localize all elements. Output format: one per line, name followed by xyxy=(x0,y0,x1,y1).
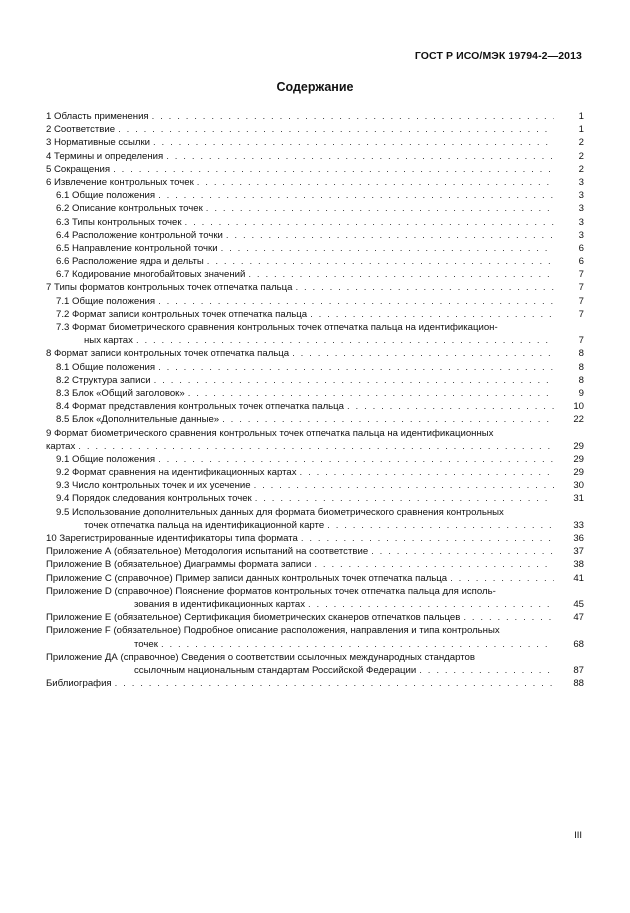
toc-entry-page: 41 xyxy=(573,572,584,584)
toc-entry[interactable] xyxy=(46,136,584,149)
toc-dot-leader xyxy=(327,519,554,532)
toc-entry-page: 2 xyxy=(578,150,584,162)
toc-entry-title: точек xyxy=(134,638,158,650)
toc-entry-title: 6.5 Направление контрольной точки xyxy=(56,242,218,254)
toc-entry-leader xyxy=(46,624,584,637)
toc-entry-leader xyxy=(46,202,584,215)
toc-entry-leader xyxy=(46,387,584,400)
toc-entry-title: 4 Термины и определения xyxy=(46,150,164,162)
toc-entry[interactable] xyxy=(46,519,584,532)
toc-dot-leader xyxy=(308,598,554,611)
toc-entry-leader xyxy=(46,532,584,545)
toc-dot-leader xyxy=(222,413,554,426)
toc-dot-leader xyxy=(113,163,554,176)
toc-entry-leader xyxy=(46,453,584,466)
toc-entry-page: 2 xyxy=(578,163,584,175)
toc-entry-title: Приложение Е (обязательное) Сертификация биометрических сканеров отпечатков пальцев xyxy=(46,612,461,624)
toc-entry[interactable] xyxy=(46,347,584,360)
toc-entry[interactable] xyxy=(46,216,584,229)
toc-entry[interactable] xyxy=(46,229,584,242)
toc-entry-leader xyxy=(46,163,584,176)
toc-entry-title: 6.2 Описание контрольных точек xyxy=(56,203,203,215)
toc-dot-leader xyxy=(158,295,554,308)
toc-entry-leader xyxy=(46,466,584,479)
toc-entry-leader xyxy=(46,295,584,308)
toc-dot-leader xyxy=(371,545,554,558)
toc-entry-leader xyxy=(46,361,584,374)
toc-entry-leader xyxy=(46,321,584,334)
page-number: III xyxy=(574,830,582,841)
toc-entry-page: 1 xyxy=(578,111,584,122)
toc-dot-leader xyxy=(158,453,554,466)
toc-entry-leader xyxy=(46,400,584,413)
toc-entry-page: 29 xyxy=(573,440,584,452)
toc-entry-page: 3 xyxy=(578,203,584,215)
toc-entry-leader xyxy=(46,651,584,664)
toc-entry[interactable] xyxy=(46,202,584,215)
toc-entry-title: 8.4 Формат представления контрольных точек отпечатка пальца xyxy=(56,401,345,413)
toc-entry-title: 8 Формат записи контрольных точек отпечатка пальца xyxy=(46,348,290,360)
toc-entry-leader xyxy=(46,519,584,532)
toc-entry[interactable] xyxy=(46,479,584,492)
toc-entry-leader xyxy=(46,308,584,321)
toc-entry-title: точек отпечатка пальца на идентификационной карте xyxy=(84,519,325,531)
toc-entry-leader xyxy=(46,611,584,624)
toc-entry-leader xyxy=(46,150,584,163)
toc-entry-title: 6.4 Расположение контрольной точки xyxy=(56,229,223,241)
toc-entry-page: 7 xyxy=(578,282,584,294)
toc-entry[interactable] xyxy=(46,598,584,611)
toc-entry-page: 37 xyxy=(573,546,584,558)
toc-entry[interactable] xyxy=(46,413,584,426)
toc-entry-leader xyxy=(46,347,584,360)
toc-entry-page: 7 xyxy=(578,335,584,347)
toc-dot-leader xyxy=(185,216,554,229)
toc-entry-title: 7.2 Формат записи контрольных точек отпечатка пальца xyxy=(56,308,308,320)
toc-entry[interactable] xyxy=(46,651,584,664)
toc-entry-leader xyxy=(46,216,584,229)
toc-dot-leader xyxy=(301,532,554,545)
toc-entry-page: 7 xyxy=(578,295,584,307)
toc-entry[interactable] xyxy=(46,545,584,558)
toc-entry[interactable] xyxy=(46,176,584,189)
toc-dot-leader xyxy=(161,638,554,651)
toc-entry-leader xyxy=(46,268,584,281)
toc-dot-leader xyxy=(78,440,554,453)
toc-entry[interactable] xyxy=(46,492,584,505)
toc-entry-page: 3 xyxy=(578,229,584,241)
toc-entry[interactable] xyxy=(46,427,584,440)
toc-entry-title: Приложение С (справочное) Пример записи данных контрольных точек отпечатка пальца xyxy=(46,572,448,584)
toc-entry-title: 9.5 Использование дополнительных данных для формата биометрического сравнения контрольных xyxy=(56,506,504,518)
toc-entry-title: 9.3 Число контрольных точек и их усечение xyxy=(56,480,251,492)
toc-entry-title: 8.2 Структура записи xyxy=(56,374,151,386)
toc-entry-leader xyxy=(46,479,584,492)
toc-entry-title: Приложение А (обязательное) Методология испытаний на соответствие xyxy=(46,546,369,558)
toc-entry-leader xyxy=(46,374,584,387)
toc-entry-title: 6.6 Расположение ядра и дельты xyxy=(56,256,204,268)
toc-entry[interactable] xyxy=(46,374,584,387)
toc-entry[interactable] xyxy=(46,440,584,453)
toc-entry[interactable] xyxy=(46,466,584,479)
toc-entry-leader xyxy=(46,506,584,519)
toc-dot-leader xyxy=(152,110,554,123)
toc-entry-page: 45 xyxy=(573,598,584,610)
toc-dot-leader xyxy=(188,387,554,400)
toc-entry-leader xyxy=(46,189,584,202)
toc-entry-leader xyxy=(46,281,584,294)
toc-entry[interactable] xyxy=(46,387,584,400)
toc-entry-title: 9.4 Порядок следования контрольных точек xyxy=(56,493,252,505)
toc-entry[interactable] xyxy=(46,677,584,690)
toc-dot-leader xyxy=(153,136,554,149)
toc-entry[interactable] xyxy=(46,624,584,637)
toc-entry-page: 6 xyxy=(578,242,584,254)
toc-entry-leader xyxy=(46,334,584,347)
toc-entry-title: 6.1 Общие положения xyxy=(56,190,156,202)
toc-dot-leader xyxy=(206,202,554,215)
toc-entry[interactable] xyxy=(46,281,584,294)
toc-entry[interactable] xyxy=(46,295,584,308)
toc-entry-leader xyxy=(46,176,584,189)
toc-entry-page: 6 xyxy=(578,256,584,268)
toc-entry[interactable] xyxy=(46,123,584,136)
toc-entry-page: 29 xyxy=(573,467,584,479)
toc-entry-title: 6 Извлечение контрольных точек xyxy=(46,176,194,188)
toc-dot-leader xyxy=(314,558,554,571)
toc-dot-leader xyxy=(197,176,554,189)
toc-entry-title: 2 Соответствие xyxy=(46,124,116,136)
toc-entry[interactable] xyxy=(46,321,584,334)
toc-entry-leader xyxy=(46,413,584,426)
toc-entry-title: 1 Область применения xyxy=(46,111,149,122)
toc-entry-page: 8 xyxy=(578,374,584,386)
toc-dot-leader xyxy=(136,334,554,347)
toc-entry-title: 5 Сокращения xyxy=(46,163,111,175)
toc-entry-page: 38 xyxy=(573,559,584,571)
toc-entry-title: 3 Нормативные ссылки xyxy=(46,137,151,149)
toc-entry[interactable] xyxy=(46,150,584,163)
toc-dot-leader xyxy=(115,677,554,690)
toc-entry[interactable] xyxy=(46,572,584,585)
toc-entry-page: 36 xyxy=(573,533,584,544)
toc-entry-page: 33 xyxy=(573,519,584,531)
toc-entry-title: Приложение В (обязательное) Диаграммы формата записи xyxy=(46,559,312,571)
toc-entry-leader xyxy=(46,440,584,453)
toc-entry-page: 1 xyxy=(578,124,584,136)
toc-entry-title: Приложение D (справочное) Пояснение форматов контрольных точек отпечатка пальца для исполь- xyxy=(46,585,496,597)
toc-entry[interactable] xyxy=(46,334,584,347)
toc-entry-page: 2 xyxy=(578,137,584,149)
toc-entry[interactable] xyxy=(46,308,584,321)
toc-dot-leader xyxy=(419,664,554,677)
toc-entry-leader xyxy=(46,598,584,611)
toc-entry-leader xyxy=(46,136,584,149)
toc-entry-leader xyxy=(46,572,584,585)
toc-entry-leader xyxy=(46,242,584,255)
toc-entry-title: 8.5 Блок «Дополнительные данные» xyxy=(56,414,220,426)
toc-dot-leader xyxy=(118,123,554,136)
toc-dot-leader xyxy=(158,361,554,374)
toc-entry-leader xyxy=(46,638,584,651)
document-code-header: ГОСТ Р ИСО/МЭК 19794-2—2013 xyxy=(414,50,582,62)
toc-entry-title: зования в идентификационных картах xyxy=(134,598,306,610)
toc-dot-leader xyxy=(154,374,554,387)
toc-entry-page: 30 xyxy=(573,480,584,492)
toc-entry-title: 9.1 Общие положения xyxy=(56,453,156,465)
toc-dot-leader xyxy=(221,242,554,255)
toc-entry-leader xyxy=(46,229,584,242)
toc-entry-leader xyxy=(46,545,584,558)
toc-entry[interactable] xyxy=(46,189,584,202)
toc-entry-leader xyxy=(46,492,584,505)
toc-entry-page: 87 xyxy=(573,664,584,676)
toc-dot-leader xyxy=(300,466,554,479)
toc-entry[interactable] xyxy=(46,110,584,123)
toc-entry-page: 7 xyxy=(578,308,584,320)
toc-entry-title: 8.3 Блок «Общий заголовок» xyxy=(56,387,185,399)
toc-dot-leader xyxy=(166,150,554,163)
page-title: Содержание xyxy=(276,80,354,94)
toc-entry-page: 47 xyxy=(573,612,584,624)
toc-entry-title: 8.1 Общие положения xyxy=(56,361,156,373)
toc-entry-title: 6.7 Кодирование многобайтовых значений xyxy=(56,269,246,281)
toc-entry-title: 7 Типы форматов контрольных точек отпечатка пальца xyxy=(46,282,293,294)
toc-entry[interactable] xyxy=(46,268,584,281)
toc-entry-page: 9 xyxy=(578,387,584,399)
toc-entry-page: 31 xyxy=(573,493,584,505)
toc-entry-page: 3 xyxy=(578,176,584,188)
toc-entry-title: Приложение ДА (справочное) Сведения о соответствии ссылочных международных стандартов xyxy=(46,651,475,663)
toc-dot-leader xyxy=(292,347,554,360)
toc-entry-page: 8 xyxy=(578,361,584,373)
toc-entry[interactable] xyxy=(46,255,584,268)
toc-dot-leader xyxy=(254,479,554,492)
toc-dot-leader xyxy=(248,268,554,281)
toc-dot-leader xyxy=(310,308,554,321)
toc-dot-leader xyxy=(296,281,555,294)
toc-dot-leader xyxy=(463,611,554,624)
toc-entry-leader xyxy=(46,558,584,571)
toc-entry-page: 3 xyxy=(578,190,584,202)
toc-entry-leader xyxy=(46,427,584,440)
toc-entry[interactable] xyxy=(46,532,584,545)
toc-entry[interactable] xyxy=(46,638,584,651)
toc-entry-leader xyxy=(46,255,584,268)
toc-entry[interactable] xyxy=(46,242,584,255)
toc-entry[interactable] xyxy=(46,453,584,466)
toc-entry[interactable] xyxy=(46,611,584,624)
toc-entry[interactable] xyxy=(46,163,584,176)
toc-entry-title: Библиография xyxy=(46,678,112,690)
toc-entry-title: 9 Формат биометрического сравнения контрольных точек отпечатка пальца на идентификационных xyxy=(46,427,494,439)
toc-entry-title: ных картах xyxy=(84,335,133,347)
toc-dot-leader xyxy=(158,189,554,202)
toc-entry-page: 68 xyxy=(573,638,584,650)
toc-entry[interactable] xyxy=(46,558,584,571)
toc-entry-leader xyxy=(46,110,584,123)
toc-dot-leader xyxy=(207,255,554,268)
toc-entry-title: 10 Зарегистрированные идентификаторы типа формата xyxy=(46,533,298,544)
toc-entry-page: 3 xyxy=(578,216,584,228)
toc-entry-leader xyxy=(46,123,584,136)
table-of-contents xyxy=(46,110,584,690)
toc-dot-leader xyxy=(255,492,554,505)
toc-entry-title: картах xyxy=(46,440,76,452)
toc-entry-leader xyxy=(46,585,584,598)
toc-entry-title: 7.3 Формат биометрического сравнения контрольных точек отпечатка пальца на идентификацион- xyxy=(56,322,498,333)
toc-entry[interactable] xyxy=(46,585,584,598)
toc-entry-page: 7 xyxy=(578,269,584,281)
toc-entry-page: 29 xyxy=(573,453,584,465)
toc-dot-leader xyxy=(450,572,554,585)
toc-entry-page: 10 xyxy=(573,401,584,413)
toc-entry-title: 9.2 Формат сравнения на идентификационных картах xyxy=(56,467,297,479)
toc-entry[interactable] xyxy=(46,664,584,677)
toc-dot-leader xyxy=(347,400,554,413)
toc-entry-page: 22 xyxy=(573,414,584,426)
toc-entry-page: 88 xyxy=(573,678,584,690)
toc-entry-leader xyxy=(46,664,584,677)
toc-entry-title: 7.1 Общие положения xyxy=(56,295,156,307)
toc-entry[interactable] xyxy=(46,361,584,374)
toc-entry-page: 8 xyxy=(578,348,584,360)
toc-entry-leader xyxy=(46,677,584,690)
toc-entry-title: ссылочным национальным стандартам Российской Федерации xyxy=(134,664,417,676)
toc-entry-title: Приложение F (обязательное) Подробное описание расположения, направления и типа контрольных xyxy=(46,625,500,637)
toc-dot-leader xyxy=(226,229,554,242)
toc-entry[interactable] xyxy=(46,400,584,413)
toc-entry[interactable] xyxy=(46,506,584,519)
toc-entry-title: 6.3 Типы контрольных точек xyxy=(56,216,182,228)
